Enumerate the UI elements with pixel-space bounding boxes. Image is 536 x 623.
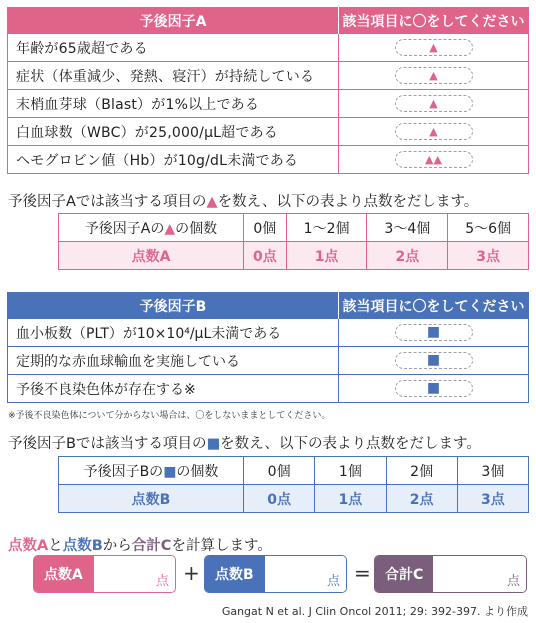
factor-a-table	[7, 7, 529, 174]
score-a-count: 0個	[244, 214, 287, 242]
triangle-icon: ▲	[429, 69, 438, 82]
check-oval[interactable]	[395, 95, 473, 112]
score-a-count: 1～2個	[286, 214, 367, 242]
factor-a-row	[8, 90, 529, 118]
calc-and: と	[48, 538, 63, 554]
equals-sign: =	[354, 561, 371, 585]
score-b-count: 0個	[244, 457, 315, 485]
factor-a-row	[8, 34, 529, 62]
factor-b-row-label: 血小板数（PLT）が10×10⁴/μL未満である	[8, 319, 339, 347]
instruction-a	[8, 190, 478, 211]
square-icon: ■	[426, 380, 441, 396]
calc-instruction	[8, 534, 272, 555]
score-b-count-label	[59, 457, 244, 485]
triangle-icon: ▲	[429, 97, 438, 110]
triangle-icon: ▲	[429, 125, 438, 138]
factor-a-row-label: 症状（体重減少、発熱、寝汗）が持続している	[8, 62, 339, 90]
factor-b-row	[8, 375, 529, 403]
instruction-b	[8, 432, 481, 453]
unit-label: 点	[506, 574, 520, 589]
check-oval[interactable]	[395, 352, 473, 369]
score-b-count: 2個	[386, 457, 457, 485]
citation: Gangat N et al. J Clin Oncol 2011; 29: 392-397. より作成	[221, 605, 528, 618]
score-a-input[interactable]	[94, 556, 175, 592]
factor-b-row-label: 定期的な赤血球輸血を実施している	[8, 347, 339, 375]
factor-a-row	[8, 146, 529, 174]
factor-b-check-header: 該当項目に〇をしてください	[339, 293, 529, 319]
factor-a-row	[8, 118, 529, 146]
score-a-points-label: 点数A	[59, 242, 244, 270]
factor-a-row-label: 末梢血芽球（Blast）が1%以上である	[8, 90, 339, 118]
score-b-points: 1点	[315, 485, 386, 513]
square-icon: ■	[426, 352, 441, 368]
factor-a-check-header: 該当項目に〇をしてください	[339, 8, 529, 34]
triangle-icon: ▲	[164, 220, 176, 237]
score-a-count-label-post: の個数	[175, 220, 218, 237]
calc-post: を計算します。	[171, 538, 272, 554]
score-b-points-label: 点数B	[59, 485, 244, 513]
triangle-icon: ▲	[206, 194, 218, 210]
check-oval[interactable]	[395, 151, 473, 168]
factor-a-header: 予後因子A	[8, 8, 339, 34]
score-a-count: 3～4個	[367, 214, 448, 242]
score-b-table	[58, 456, 529, 513]
score-b-box-label: 点数B	[205, 556, 265, 592]
plus-sign: +	[183, 561, 200, 585]
calc-b: 点数B	[62, 538, 103, 554]
total-c-box-label: 合計C	[375, 556, 433, 592]
score-b-count-label-post: の個数	[176, 463, 219, 480]
check-oval[interactable]	[395, 67, 473, 84]
factor-b-row-label: 予後不良染色体が存在する※	[8, 375, 339, 403]
score-a-table	[58, 213, 529, 270]
square-icon: ■	[426, 324, 441, 340]
score-a-points: 0点	[244, 242, 287, 270]
score-b-points: 0点	[244, 485, 315, 513]
score-a-count: 5～6個	[448, 214, 529, 242]
factor-b-header: 予後因子B	[8, 293, 339, 319]
factor-a-row-label: 白血球数（WBC）が25,000/μL超である	[8, 118, 339, 146]
instruction-b-pre: 予後因子Bでは該当する項目の	[8, 436, 207, 452]
triangle-icon: ▲	[429, 41, 438, 54]
instruction-a-post: を数え、以下の表より点数をだします。	[217, 194, 479, 210]
factor-b-row	[8, 319, 529, 347]
score-a-count-label	[59, 214, 244, 242]
factor-a-row-label: ヘモグロビン値（Hb）が10g/dL未満である	[8, 146, 339, 174]
check-oval[interactable]	[395, 324, 473, 341]
check-oval[interactable]	[395, 123, 473, 140]
factor-a-row-label: 年齢が65歳超である	[8, 34, 339, 62]
score-a-points: 3点	[448, 242, 529, 270]
check-oval[interactable]	[395, 380, 473, 397]
instruction-a-pre: 予後因子Aでは該当する項目の	[8, 194, 207, 210]
score-a-points: 2点	[367, 242, 448, 270]
score-b-count: 3個	[457, 457, 528, 485]
score-b-points: 2点	[386, 485, 457, 513]
calc-c: 合計C	[131, 538, 172, 554]
factor-b-table	[7, 292, 529, 403]
score-b-points: 3点	[457, 485, 528, 513]
factor-a-row	[8, 62, 529, 90]
double-triangle-icon: ▲▲	[425, 153, 442, 166]
total-c-box	[374, 555, 527, 593]
score-a-box	[33, 555, 176, 593]
footnote: ※予後不良染色体について分からない場合は、〇をしないままとしてください。	[8, 411, 331, 421]
score-a-box-label: 点数A	[34, 556, 94, 592]
total-c-input[interactable]	[433, 556, 526, 592]
calc-from: から	[102, 538, 132, 554]
unit-label: 点	[155, 574, 169, 589]
score-b-count-label-pre: 予後因子Bの	[83, 463, 164, 480]
score-b-count: 1個	[315, 457, 386, 485]
calc-a: 点数A	[8, 538, 49, 554]
square-icon: ■	[206, 436, 221, 452]
factor-b-row	[8, 347, 529, 375]
score-b-box	[204, 555, 347, 593]
unit-label: 点	[326, 574, 340, 589]
square-icon: ■	[163, 463, 177, 480]
check-oval[interactable]	[395, 39, 473, 56]
score-a-points: 1点	[286, 242, 367, 270]
score-b-input[interactable]	[265, 556, 346, 592]
score-a-count-label-pre: 予後因子Aの	[84, 220, 165, 237]
instruction-b-post: を数え、以下の表より点数をだします。	[220, 436, 481, 452]
